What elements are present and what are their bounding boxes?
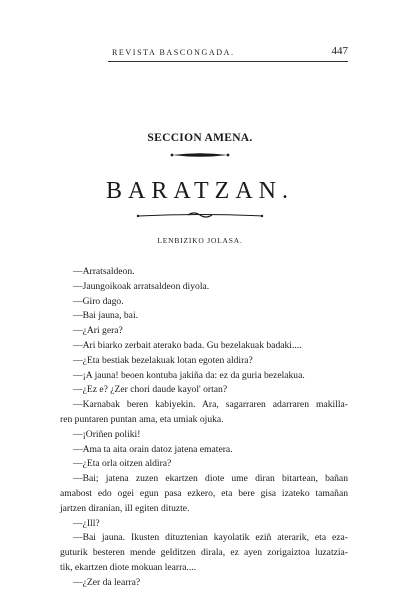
text-line: amabost edo ogei egun pasa ezkero, eta bere gisa izateko tamañan <box>60 487 348 499</box>
text-line: —¿Ez e? ¿Zer chori daude kayol' ortan? <box>73 384 228 396</box>
text-line: —Ari biarko zerbait aterako bada. Gu bezelakuak badaki.... <box>73 339 302 351</box>
text-line: —Bai; jatena zuzen ekartzen diote ume diran bitartean, bañan <box>73 473 348 485</box>
ornament-swash-icon <box>134 210 266 220</box>
text-line: —¿Eta bestiak bezelakuak lotan egoten aldira? <box>73 354 253 366</box>
text-line: —Bai jauna. Ikusten dituztenian kayolatik eziñ aterarik, eta eza- <box>73 532 348 544</box>
text-line: —Ama ta aita orain datoz jatena ematera. <box>73 443 233 455</box>
text-line: —¿Eta orla oitzen aldira? <box>73 458 172 470</box>
subtitle: LENBIZIKO JOLASA. <box>157 236 243 245</box>
text-line: —Bai jauna, bai. <box>73 310 139 322</box>
text-line: ren puntaren puntan ama, eta umiak ojuka. <box>60 413 224 425</box>
main-title: BARATZAN. <box>105 178 294 204</box>
running-head-title: REVISTA BASCONGADA. <box>112 48 235 57</box>
text-line: tik, ekartzen diote mokuan learra.... <box>60 561 197 573</box>
text-line: —Karnabak beren kabiyekin. Ara, sagarraren adarraren makilla- <box>73 399 348 411</box>
text-line: —¿Ari gera? <box>73 325 123 337</box>
text-line: —¿Ill? <box>73 517 100 529</box>
body-text <box>60 265 348 591</box>
text-line: —¡A jauna! beoen kontuba jakiña da: ez da guria bezelakua. <box>73 369 305 381</box>
section-title: SECCION AMENA. <box>147 132 253 144</box>
text-line: —¿Zer da learra? <box>73 576 141 588</box>
text-line: —¡Oriñen poliki! <box>73 428 141 440</box>
ornament-divider-icon <box>170 150 230 160</box>
text-line: guturik besteren mende gelditzen dirala, ez ayen zorigaiztoa luzatzia- <box>60 547 348 559</box>
text-line: —Jaungoikoak arratsaldeon diyola. <box>73 280 210 292</box>
header-rule <box>108 61 348 62</box>
text-line: —Giro dago. <box>73 295 124 307</box>
page-number: 447 <box>331 45 348 57</box>
text-line: —Arratsaldeon. <box>73 266 135 277</box>
text-line: jartzen diranian, ill egiten dituzte. <box>60 502 190 514</box>
